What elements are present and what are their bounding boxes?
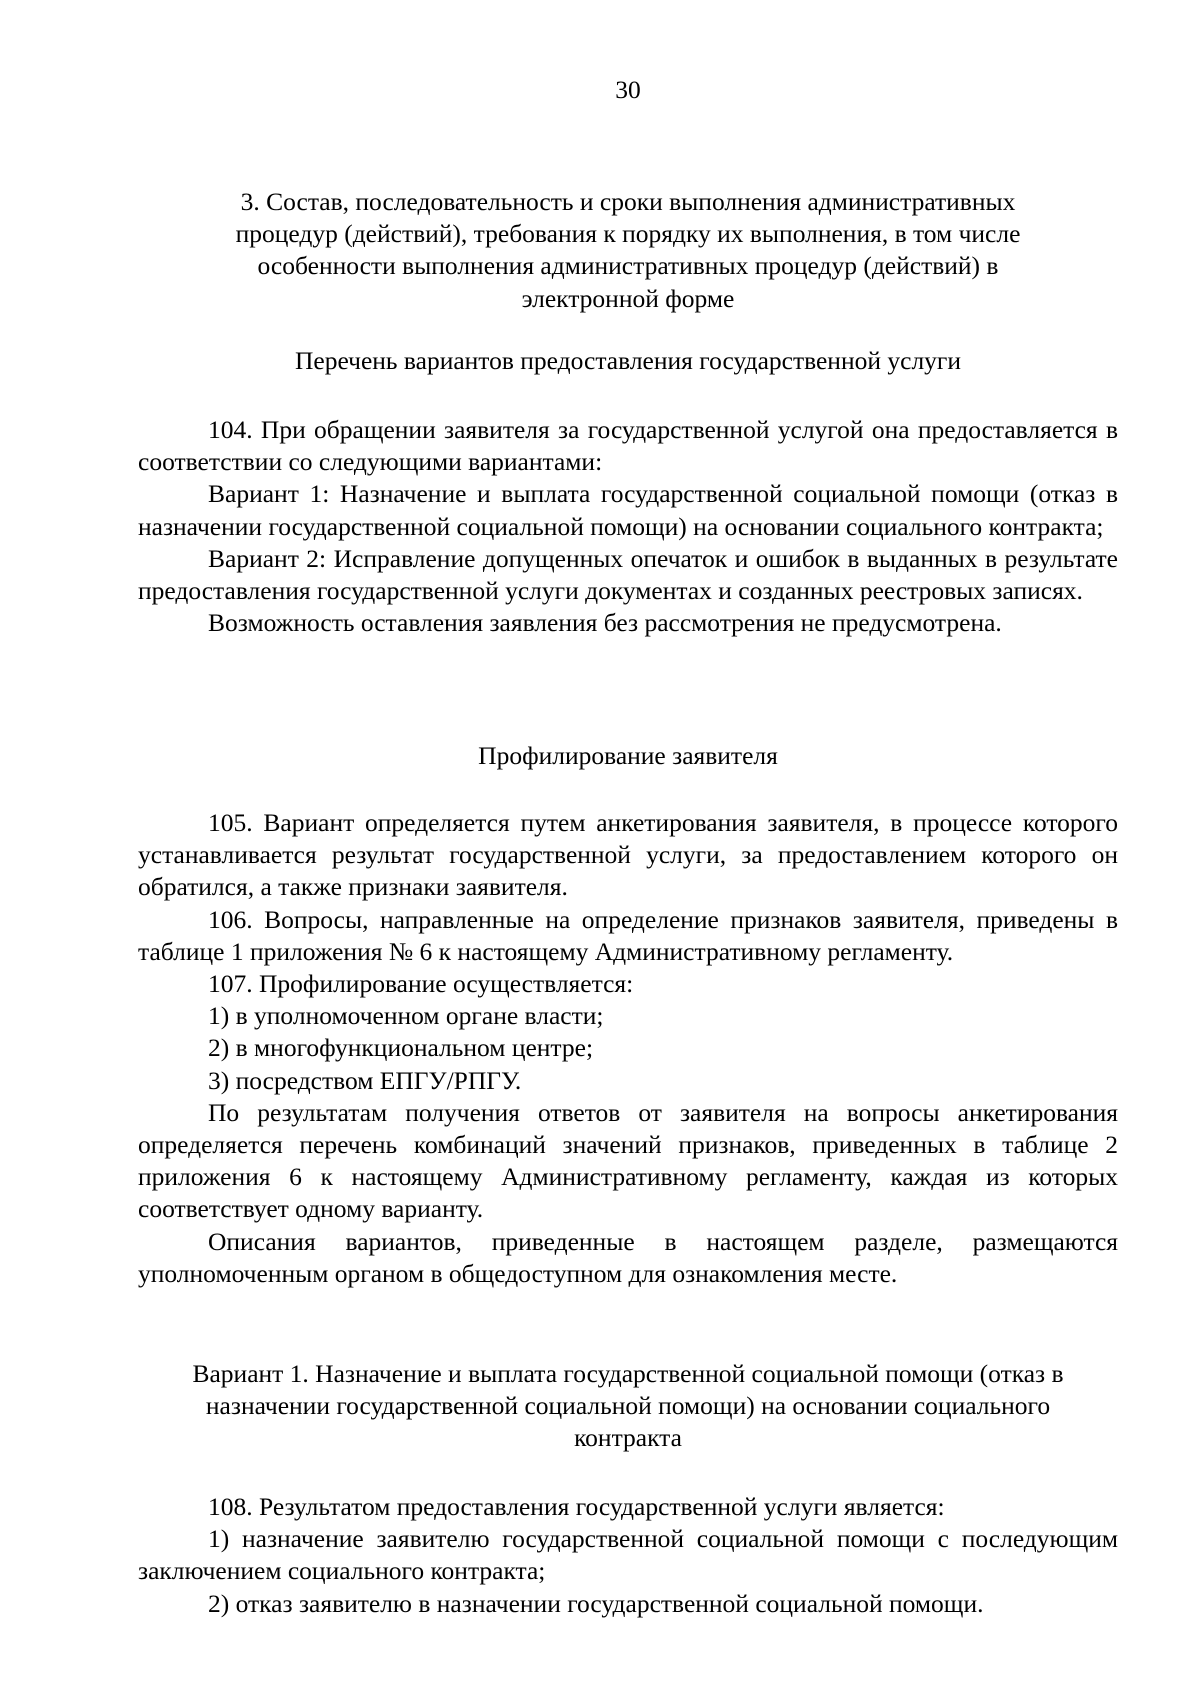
section-heading-line: 3. Состав, последовательность и сроки выполнения административных bbox=[240, 187, 1016, 216]
paragraph-105: 105. Вариант определяется путем анкетирования заявителя, в процессе которого устанавливается результат государственной услуги, за предоставлением которого он обратился, а также признаки заявителя. bbox=[138, 808, 1118, 902]
paragraph-no-rejection: Возможность оставления заявления без рассмотрения не предусмотрена. bbox=[208, 608, 1002, 638]
paragraph-107: 107. Профилирование осуществляется: bbox=[208, 969, 634, 999]
variants-text-block bbox=[138, 414, 1118, 639]
paragraph-variant-2: Вариант 2: Исправление допущенных опечаток и ошибок в выданных в результате предоставления государственной услуги документах и созданных реестровых записях. bbox=[138, 543, 1118, 606]
profile-text-block bbox=[138, 807, 1118, 1290]
paragraph-variant-1: Вариант 1: Назначение и выплата государственной социальной помощи (отказ в назначении государственной социальной помощи) на основании социального контракта; bbox=[138, 479, 1118, 541]
variant1-heading-line: Вариант 1. Назначение и выплата государственной социальной помощи (отказ в bbox=[192, 1359, 1064, 1388]
result-text-block bbox=[138, 1491, 1118, 1620]
list-item: 2) в многофункциональном центре; bbox=[208, 1033, 594, 1063]
variant1-heading-line: назначении государственной социальной помощи) на основании социального bbox=[205, 1391, 1051, 1421]
section-heading-line: процедур (действий), требования к порядку их выполнения, в том числе bbox=[235, 219, 1021, 249]
paragraph-104: 104. При обращении заявителя за государственной услугой она предоставляется в соответствии со следующими вариантами: bbox=[138, 415, 1118, 477]
section-heading-line: особенности выполнения административных процедур (действий) в bbox=[257, 251, 999, 281]
paragraph-combinations: По результатам получения ответов от заявителя на вопросы анкетирования определяется перечень комбинаций значений признаков, приведенных в таблице 2 приложения 6 к настоящему Административному регламенту, каждая из которых соответствует одному варианту. bbox=[138, 1097, 1118, 1224]
section-heading-line: электронной форме bbox=[521, 283, 735, 313]
list-item: 1) назначение заявителю государственной социальной помощи с последующим заключением социального контракта; bbox=[138, 1524, 1118, 1586]
page-number: 30 bbox=[615, 75, 641, 104]
paragraph-108: 108. Результатом предоставления государственной услуги является: bbox=[208, 1492, 945, 1521]
paragraph-descriptions: Описания вариантов, приведенные в настоящем разделе, размещаются уполномоченным органом в общедоступном для ознакомления месте. bbox=[138, 1226, 1118, 1288]
variants-heading: Перечень вариантов предоставления государственной услуги bbox=[294, 346, 962, 375]
variant1-heading bbox=[138, 1358, 1118, 1455]
profile-heading: Профилирование заявителя bbox=[478, 741, 778, 770]
list-item: 1) в уполномоченном органе власти; bbox=[208, 1001, 604, 1031]
list-item: 3) посредством ЕПГУ/РПГУ. bbox=[208, 1065, 522, 1095]
section-heading bbox=[138, 186, 1118, 315]
list-item: 2) отказ заявителю в назначении государственной социальной помощи. bbox=[208, 1588, 984, 1618]
variant1-heading-line: контракта bbox=[574, 1423, 682, 1453]
paragraph-106: 106. Вопросы, направленные на определение признаков заявителя, приведены в таблице 1 приложения № 6 к настоящему Административному регламенту. bbox=[138, 904, 1118, 966]
